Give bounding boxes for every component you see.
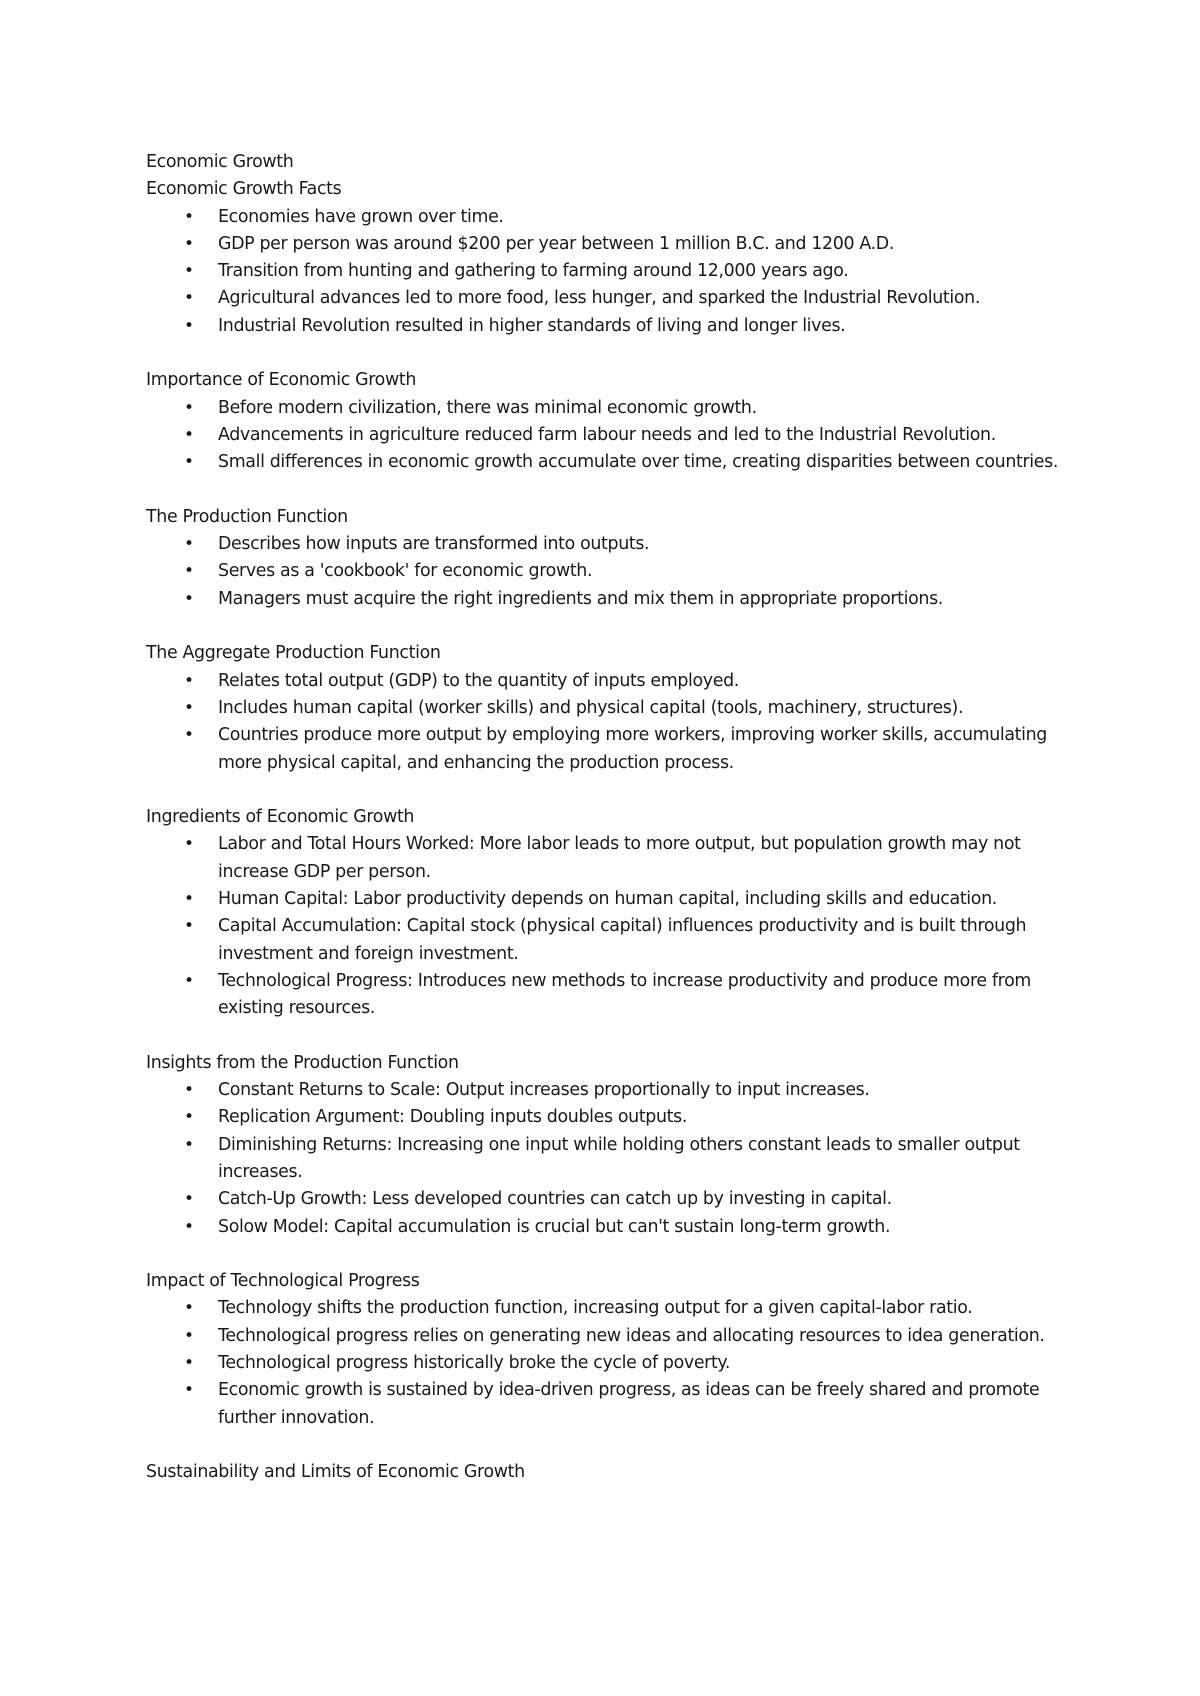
list-item <box>146 1186 1076 1213</box>
bullet-list <box>146 1077 1076 1241</box>
bullet-icon: • <box>184 288 194 309</box>
bullet-list <box>146 531 1076 613</box>
list-item <box>146 1104 1076 1131</box>
bullet-icon: • <box>184 970 194 991</box>
bullet-icon: • <box>184 834 194 855</box>
bullet-icon: • <box>184 534 194 555</box>
list-item-text: Catch-Up Growth: Less developed countries can catch up by investing in capital. <box>218 1189 892 1210</box>
list-item <box>146 722 1076 777</box>
list-item <box>146 668 1076 695</box>
list-item-text: Capital Accumulation: Capital stock (physical capital) influences productivity and is built through investment and foreign investment. <box>218 916 1027 964</box>
bullet-icon: • <box>184 424 194 445</box>
list-item <box>146 886 1076 913</box>
bullet-icon: • <box>184 1216 194 1237</box>
list-item <box>146 1323 1076 1350</box>
list-item-text: Agricultural advances led to more food, less hunger, and sparked the Industrial Revolution. <box>218 288 981 309</box>
bullet-icon: • <box>184 697 194 718</box>
list-item-text: Technological Progress: Introduces new methods to increase productivity and produce more from existing resources. <box>218 970 1031 1019</box>
section-heading: The Production Function <box>146 506 348 527</box>
list-item-text: Economic growth is sustained by idea-driven progress, as ideas can be freely shared and promote further innovation. <box>218 1380 1040 1428</box>
list-item <box>146 1377 1076 1432</box>
list-item-text: Constant Returns to Scale: Output increases proportionally to input increases. <box>218 1080 870 1101</box>
section <box>146 1268 1076 1432</box>
section <box>146 1050 1076 1241</box>
list-item <box>146 395 1076 422</box>
section <box>146 804 1076 1022</box>
list-item <box>146 258 1076 285</box>
list-item-text: Before modern civilization, there was minimal economic growth. <box>218 397 757 418</box>
section-heading: Economic Growth Facts <box>146 179 342 200</box>
section <box>146 176 1076 340</box>
bullet-icon: • <box>184 588 194 609</box>
bullet-icon: • <box>184 561 194 582</box>
bullet-icon: • <box>184 452 194 473</box>
section-heading: Sustainability and Limits of Economic Growth <box>146 1462 525 1483</box>
bullet-icon: • <box>184 261 194 282</box>
list-item <box>146 558 1076 585</box>
list-item <box>146 913 1076 968</box>
bullet-icon: • <box>184 1325 194 1346</box>
section-heading: Impact of Technological Progress <box>146 1271 420 1292</box>
list-item-text: GDP per person was around $200 per year between 1 million B.C. and 1200 A.D. <box>218 233 895 254</box>
document-sections <box>146 176 1076 1486</box>
list-item <box>146 231 1076 258</box>
list-item-text: Describes how inputs are transformed into outputs. <box>218 534 650 555</box>
list-item-text: Industrial Revolution resulted in higher standards of living and longer lives. <box>218 315 846 336</box>
bullet-icon: • <box>184 889 194 910</box>
list-item <box>146 1077 1076 1104</box>
list-item <box>146 586 1076 613</box>
section <box>146 504 1076 613</box>
list-item <box>146 1132 1076 1187</box>
list-item-text: Technological progress relies on generating new ideas and allocating resources to idea generation. <box>218 1325 1045 1346</box>
list-item-text: Relates total output (GDP) to the quantity of inputs employed. <box>218 670 739 691</box>
list-item <box>146 695 1076 722</box>
list-item-text: Countries produce more output by employing more workers, improving worker skills, accumulating more physical capital, and enhancing the production process. <box>218 725 1047 773</box>
bullet-icon: • <box>184 233 194 254</box>
list-item-text: Small differences in economic growth accumulate over time, creating disparities between countries. <box>218 452 1059 473</box>
list-item <box>146 1350 1076 1377</box>
bullet-icon: • <box>184 1189 194 1210</box>
bullet-icon: • <box>184 206 194 227</box>
list-item <box>146 204 1076 231</box>
list-item <box>146 422 1076 449</box>
section <box>146 367 1076 476</box>
list-item-text: Transition from hunting and gathering to farming around 12,000 years ago. <box>218 261 849 282</box>
list-item-text: Serves as a 'cookbook' for economic growth. <box>218 561 593 582</box>
bullet-icon: • <box>184 397 194 418</box>
document-page <box>146 149 1076 1514</box>
list-item <box>146 1295 1076 1322</box>
list-item-text: Managers must acquire the right ingredients and mix them in appropriate proportions. <box>218 588 943 609</box>
document-title: Economic Growth <box>146 152 294 172</box>
bullet-list <box>146 668 1076 777</box>
bullet-icon: • <box>184 315 194 336</box>
list-item <box>146 531 1076 558</box>
list-item-text: Economies have grown over time. <box>218 206 504 227</box>
section-heading: Ingredients of Economic Growth <box>146 807 415 828</box>
list-item-text: Includes human capital (worker skills) and physical capital (tools, machinery, structures). <box>218 697 964 718</box>
section <box>146 1459 1076 1486</box>
bullet-list <box>146 204 1076 340</box>
list-item <box>146 1214 1076 1241</box>
section <box>146 640 1076 776</box>
bullet-icon: • <box>184 1107 194 1128</box>
list-item-text: Replication Argument: Doubling inputs doubles outputs. <box>218 1107 688 1128</box>
list-item <box>146 285 1076 312</box>
list-item <box>146 968 1076 1023</box>
list-item-text: Human Capital: Labor productivity depends on human capital, including skills and education. <box>218 889 997 910</box>
list-item <box>146 313 1076 340</box>
list-item-text: Technological progress historically broke the cycle of poverty. <box>218 1353 731 1374</box>
list-item <box>146 449 1076 476</box>
list-item-text: Advancements in agriculture reduced farm labour needs and led to the Industrial Revolution. <box>218 424 996 445</box>
section-heading: Importance of Economic Growth <box>146 370 416 391</box>
bullet-icon: • <box>184 916 194 937</box>
bullet-list <box>146 831 1076 1022</box>
list-item <box>146 831 1076 886</box>
section-heading: Insights from the Production Function <box>146 1052 459 1073</box>
bullet-icon: • <box>184 1353 194 1374</box>
bullet-icon: • <box>184 1080 194 1101</box>
bullet-icon: • <box>184 1298 194 1319</box>
list-item-text: Diminishing Returns: Increasing one input while holding others constant leads to smaller output increases. <box>218 1134 1020 1182</box>
bullet-icon: • <box>184 670 194 691</box>
bullet-icon: • <box>184 1134 194 1155</box>
bullet-icon: • <box>184 725 194 746</box>
bullet-icon: • <box>184 1380 194 1401</box>
list-item-text: Technology shifts the production function, increasing output for a given capital-labor ratio. <box>218 1298 973 1319</box>
list-item-text: Labor and Total Hours Worked: More labor leads to more output, but population growth may not increase GDP per person. <box>218 834 1021 882</box>
section-heading: The Aggregate Production Function <box>146 643 441 664</box>
bullet-list <box>146 1295 1076 1431</box>
bullet-list <box>146 395 1076 477</box>
list-item-text: Solow Model: Capital accumulation is crucial but can't sustain long-term growth. <box>218 1216 891 1237</box>
